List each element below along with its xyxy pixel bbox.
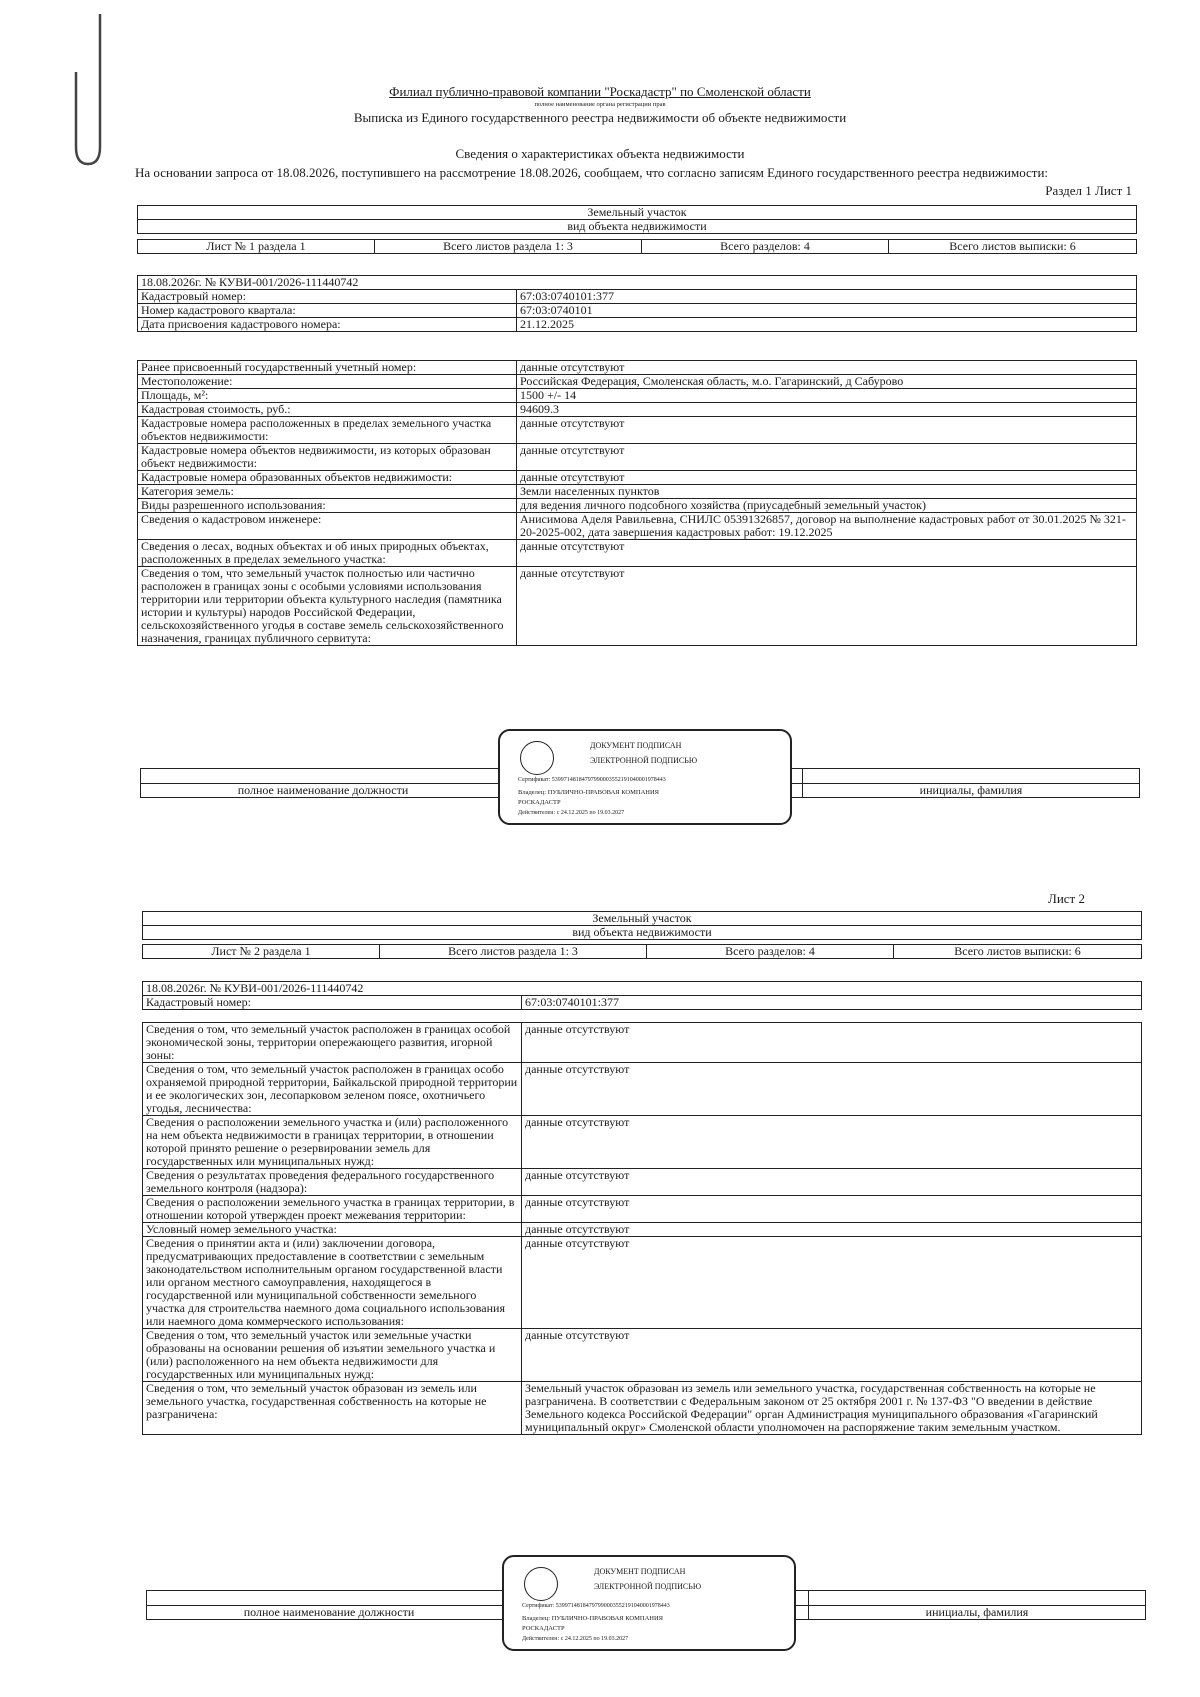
sheet2-label: Лист 2 — [1048, 891, 1085, 906]
detail-value: данные отсутствуют — [517, 471, 1137, 485]
detail-value: Анисимова Аделя Равильевна, СНИЛС 05391326857, договор на выполнение кадастровых работ от 30.01.2025 № 321-20-2025-002, дата завершения кадастровых работ: 19.12.2025 — [517, 513, 1137, 540]
detail-value: данные отсутствуют — [522, 1169, 1142, 1196]
stamp-owner: Владелец: ПУБЛИЧНО-ПРАВОВАЯ КОМПАНИЯ — [522, 1615, 663, 1622]
org-name: Филиал публично-правовой компании "Роскадастр" по Смоленской области — [389, 84, 811, 99]
detail-label: Ранее присвоенный государственный учетный номер: — [138, 361, 517, 375]
ids-value: 21.12.2025 — [517, 318, 1137, 332]
cadnum-value: 67:03:0740101:377 — [522, 996, 1142, 1010]
document-subtitle: Сведения о характеристиках объекта недвижимости — [455, 146, 745, 161]
detail-value: данные отсутствуют — [522, 1196, 1142, 1223]
detail-value: данные отсутствуют — [522, 1237, 1142, 1329]
sections-total: Всего разделов: 4 — [642, 240, 889, 254]
detail-label: Сведения о результатах проведения федерального государственного земельного контроля (надзора): — [143, 1169, 522, 1196]
detail-label: Категория земель: — [138, 485, 517, 499]
sheets-total: Всего листов выписки: 6 — [889, 240, 1137, 254]
detail-label: Кадастровые номера образованных объектов недвижимости: — [138, 471, 517, 485]
stamp-line: ЭЛЕКТРОННОЙ ПОДПИСЬЮ — [594, 1582, 702, 1591]
detail-value: данные отсутствуют — [522, 1223, 1142, 1237]
sheet-number: Лист № 2 раздела 1 — [143, 945, 380, 959]
position-caption: полное наименование должности — [141, 784, 506, 798]
object-type-caption: вид объекта недвижимости — [138, 220, 1137, 234]
sections-total: Всего разделов: 4 — [647, 945, 894, 959]
detail-value: Земельный участок образован из земель или земельного участка, государственная собственность на которые не разграничена. В соответствии с Федеральным законом от 25 октября 2001 г. № 137-ФЗ "О введении в действие Земельного кодекса Российской Федерации" орган Администрация муниципального образования «Гагаринский муниципальный округ» Смоленской области уполномочен на распоряжение таким земельным участком. — [522, 1382, 1142, 1435]
detail-value: данные отсутствуют — [522, 1023, 1142, 1063]
stamp-line: ДОКУМЕНТ ПОДПИСАН — [594, 1567, 686, 1576]
detail-value: 94609.3 — [517, 403, 1137, 417]
detail-label: Площадь, м²: — [138, 389, 517, 403]
stamp-validity: Действителен: с 24.12.2025 по 19.03.2027 — [522, 1636, 629, 1642]
detail-label: Сведения о кадастровом инженере: — [138, 513, 517, 540]
detail-label: Сведения о том, что земельный участок образован из земель или земельного участка, государственная собственность на которые не разграничена: — [143, 1382, 522, 1435]
detail-value: данные отсутствуют — [522, 1116, 1142, 1169]
cadnum-label: Кадастровый номер: — [143, 996, 522, 1010]
sheet1-details-table — [137, 360, 1137, 646]
org-name-caption: полное наименование органа регистрации прав — [534, 101, 666, 108]
sheet2-header-table — [142, 911, 1142, 959]
intro-text: На основании запроса от 18.08.2026, поступившего на рассмотрение 18.08.2026, сообщаем, что согласно записям Единого государственного реестра недвижимости: — [135, 165, 1049, 180]
detail-value: Земли населенных пунктов — [517, 485, 1137, 499]
e-signature-stamp — [498, 729, 792, 825]
roskadastr-logo-icon — [524, 1567, 558, 1601]
detail-label: Местоположение: — [138, 375, 517, 389]
detail-label: Сведения о принятии акта и (или) заключении договора, предусматривающих предоставление в соответствии с земельным законодательством исполнительным органом государственной власти или органом местного самоуправления, находящегося в государственной или муниципальной собственности земельного участка для строительства наемного дома социального использования или наемного дома коммерческого использования: — [143, 1237, 522, 1329]
stamp-line: ЭЛЕКТРОННОЙ ПОДПИСЬЮ — [590, 756, 698, 765]
position-caption: полное наименование должности — [147, 1606, 512, 1620]
sheet2-details-table — [142, 1022, 1142, 1435]
detail-value: Российская Федерация, Смоленская область, м.о. Гагаринский, д Сабурово — [517, 375, 1137, 389]
e-signature-stamp — [502, 1555, 796, 1651]
detail-value: данные отсутствуют — [517, 417, 1137, 444]
detail-value: данные отсутствуют — [517, 540, 1137, 567]
stamp-owner: РОСКАДАСТР — [518, 799, 561, 806]
sheets-total: Всего листов выписки: 6 — [894, 945, 1142, 959]
sheets-in-section: Всего листов раздела 1: 3 — [380, 945, 647, 959]
detail-label: Сведения о расположении земельного участка в границах территории, в отношении которой утвержден проект межевания территории: — [143, 1196, 522, 1223]
detail-label: Сведения о том, что земельный участок или земельные участки образованы на основании решения об изъятии земельного участка и (или) расположенного на нем объекта недвижимости для государственных или муниципальных нужд: — [143, 1329, 522, 1382]
detail-label: Сведения о том, что земельный участок полностью или частично расположен в границах зоны с особыми условиями использования территории или территории объекта культурного наследия (памятника истории и культуры) народов Российской Федерации, сельскохозяйственного угодья в составе земель сельскохозяйственного назначения, границах публичного сервитута: — [138, 567, 517, 646]
detail-label: Кадастровые номера объектов недвижимости, из которых образован объект недвижимости: — [138, 444, 517, 471]
detail-label: Сведения о том, что земельный участок расположен в границах особо охраняемой природной территории, Байкальской природной территории и ее экологических зон, лесопарковом зеленом поясе, охотничьего угодья, лесничества: — [143, 1063, 522, 1116]
object-type-caption: вид объекта недвижимости — [143, 926, 1142, 940]
stamp-validity: Действителен: с 24.12.2025 по 19.03.2027 — [518, 810, 625, 816]
detail-label: Кадастровые номера расположенных в пределах земельного участка объектов недвижимости: — [138, 417, 517, 444]
detail-label: Сведения о том, что земельный участок расположен в границах особой экономической зоны, территории опережающего развития, игорной зоны: — [143, 1023, 522, 1063]
ids-value: 67:03:0740101 — [517, 304, 1137, 318]
stamp-certificate: Сертификат: 53997148184797990003552191040001978443 — [518, 777, 666, 783]
sheets-in-section: Всего листов раздела 1: 3 — [375, 240, 642, 254]
ids-label: Номер кадастрового квартала: — [138, 304, 517, 318]
object-type: Земельный участок — [138, 206, 1137, 220]
sheet1-ids-table — [137, 275, 1137, 332]
sheet-number: Лист № 1 раздела 1 — [138, 240, 375, 254]
detail-value: 1500 +/- 14 — [517, 389, 1137, 403]
document-title: Выписка из Единого государственного реестра недвижимости об объекте недвижимости — [353, 110, 847, 125]
object-type: Земельный участок — [143, 912, 1142, 926]
ids-label: Дата присвоения кадастрового номера: — [138, 318, 517, 332]
detail-label: Сведения о лесах, водных объектах и об иных природных объектах, расположенных в пределах земельного участка: — [138, 540, 517, 567]
extract-number: 18.08.2026г. № КУВИ-001/2026-111440742 — [143, 982, 1142, 996]
stamp-line: ДОКУМЕНТ ПОДПИСАН — [590, 741, 682, 750]
detail-label: Сведения о расположении земельного участка и (или) расположенного на нем объекта недвижимости в границах территории, в отношении которой принято решение о резервировании земель для государственных или муниципальных нужд: — [143, 1116, 522, 1169]
stamp-certificate: Сертификат: 53997148184797990003552191040001978443 — [522, 1603, 670, 1609]
detail-label: Виды разрешенного использования: — [138, 499, 517, 513]
detail-value: для ведения личного подсобного хозяйства (приусадебный земельный участок) — [517, 499, 1137, 513]
sheet1-header-table — [137, 205, 1137, 254]
ids-label: Кадастровый номер: — [138, 290, 517, 304]
roskadastr-logo-icon — [520, 741, 554, 775]
initials-caption: инициалы, фамилия — [809, 1606, 1146, 1620]
detail-value: данные отсутствуют — [517, 444, 1137, 471]
section-sheet-label: Раздел 1 Лист 1 — [1045, 183, 1132, 198]
stamp-owner: Владелец: ПУБЛИЧНО-ПРАВОВАЯ КОМПАНИЯ — [518, 789, 659, 796]
detail-value: данные отсутствуют — [517, 567, 1137, 646]
ids-value: 67:03:0740101:377 — [517, 290, 1137, 304]
detail-value: данные отсутствуют — [522, 1063, 1142, 1116]
extract-number: 18.08.2026г. № КУВИ-001/2026-111440742 — [138, 276, 1137, 290]
initials-caption: инициалы, фамилия — [803, 784, 1140, 798]
sheet2-ids-table — [142, 981, 1142, 1010]
detail-label: Условный номер земельного участка: — [143, 1223, 522, 1237]
detail-label: Кадастровая стоимость, руб.: — [138, 403, 517, 417]
detail-value: данные отсутствуют — [522, 1329, 1142, 1382]
stamp-owner: РОСКАДАСТР — [522, 1625, 565, 1632]
detail-value: данные отсутствуют — [517, 361, 1137, 375]
